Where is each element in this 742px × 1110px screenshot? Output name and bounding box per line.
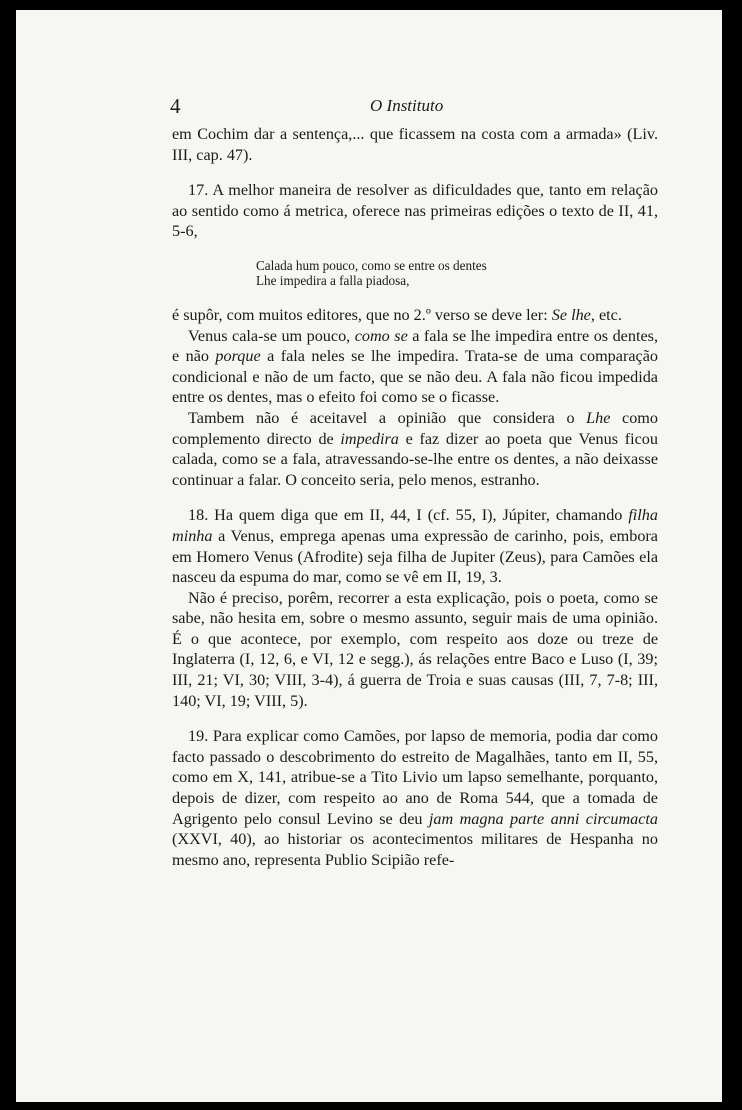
section-18-paragraph-1: 18. Ha quem diga que em II, 44, I (cf. 55, I), Júpiter, chamando filha minha a Venus, emprega apenas uma expressão de carinho, pois, embora em Homero Venus (Afrodite) seja filha de Jupiter (Zeus), para Camões ela nasceu da espuma do mar, como se vê em II, 19, 3. bbox=[172, 506, 658, 587]
page bbox=[16, 10, 722, 1102]
section-17-paragraph-2: Venus cala-se um pouco, como se a fala se lhe impedira entre os dentes, e não porque a fala neles se lhe impedira. Trata-se de uma comparação condicional e não de um facto, que se não deu. A fala não ficou impedida entre os dentes, mas o efeito foi como se o ficasse. bbox=[172, 326, 658, 407]
section-17-intro: 17. A melhor maneira de resolver as dificuldades que, tanto em relação ao sentido como á metrica, oferece nas primeiras edições o texto de II, 41, 5-6, bbox=[172, 181, 658, 241]
verse-line-1: Calada hum pouco, como se entre os dentes bbox=[256, 257, 487, 273]
text-block bbox=[172, 90, 658, 870]
section-18-paragraph-2: Não é preciso, porêm, recorrer a esta explicação, pois o poeta, como se sabe, não hesita em, sobre o mesmo assunto, seguir mais de uma opinião. É o que acontece, por exemplo, com respeito aos doze ou treze de Inglaterra (I, 12, 6, e VI, 12 e segg.), ás relações entre Baco e Luso (I, 39; III, 21; VI, 30; VIII, 3-4), á guerra de Troia e suas causas (III, 7, 7-8; III, 140; VI, 19; VIII, 5). bbox=[172, 588, 658, 710]
running-title: O Instituto bbox=[370, 96, 444, 115]
page-number: 4 bbox=[170, 94, 181, 118]
verse-quote bbox=[256, 242, 658, 305]
section-19-paragraph: 19. Para explicar como Camões, por lapso de memoria, podia dar como facto passado o descobrimento do estreito de Magalhães, tanto em II, 55, como em X, 141, atribue-se a Tito Livio um lapso semelhante, porquanto, depois de dizer, com respeito ao ano de Roma 544, que a tomada de Agrigento pelo consul Levino se deu jam magna parte anni circumacta (XXVI, 40), ao historiar os acontecimentos militares de Hespanha no mesmo ano, representa Publio Scipião refe- bbox=[172, 727, 659, 869]
section-17-paragraph-1: é supôr, com muitos editores, que no 2.º verso se deve ler: Se lhe, etc. bbox=[172, 305, 622, 324]
verse-line-2: Lhe impedira a falla piadosa, bbox=[256, 273, 410, 289]
section-17-paragraph-3: Tambem não é aceitavel a opinião que considera o Lhe como complemento directo de impedira e faz dizer ao poeta que Venus ficou calada, como se a fala, atravessando-se-lhe entre os dentes, a não deixasse continuar a falar. O conceito seria, pelo menos, estranho. bbox=[172, 408, 658, 489]
running-header bbox=[172, 90, 658, 124]
paragraph-continuation: em Cochim dar a sentença,... que ficassem na costa com a armada» (Liv. III, cap. 47). bbox=[172, 125, 658, 164]
